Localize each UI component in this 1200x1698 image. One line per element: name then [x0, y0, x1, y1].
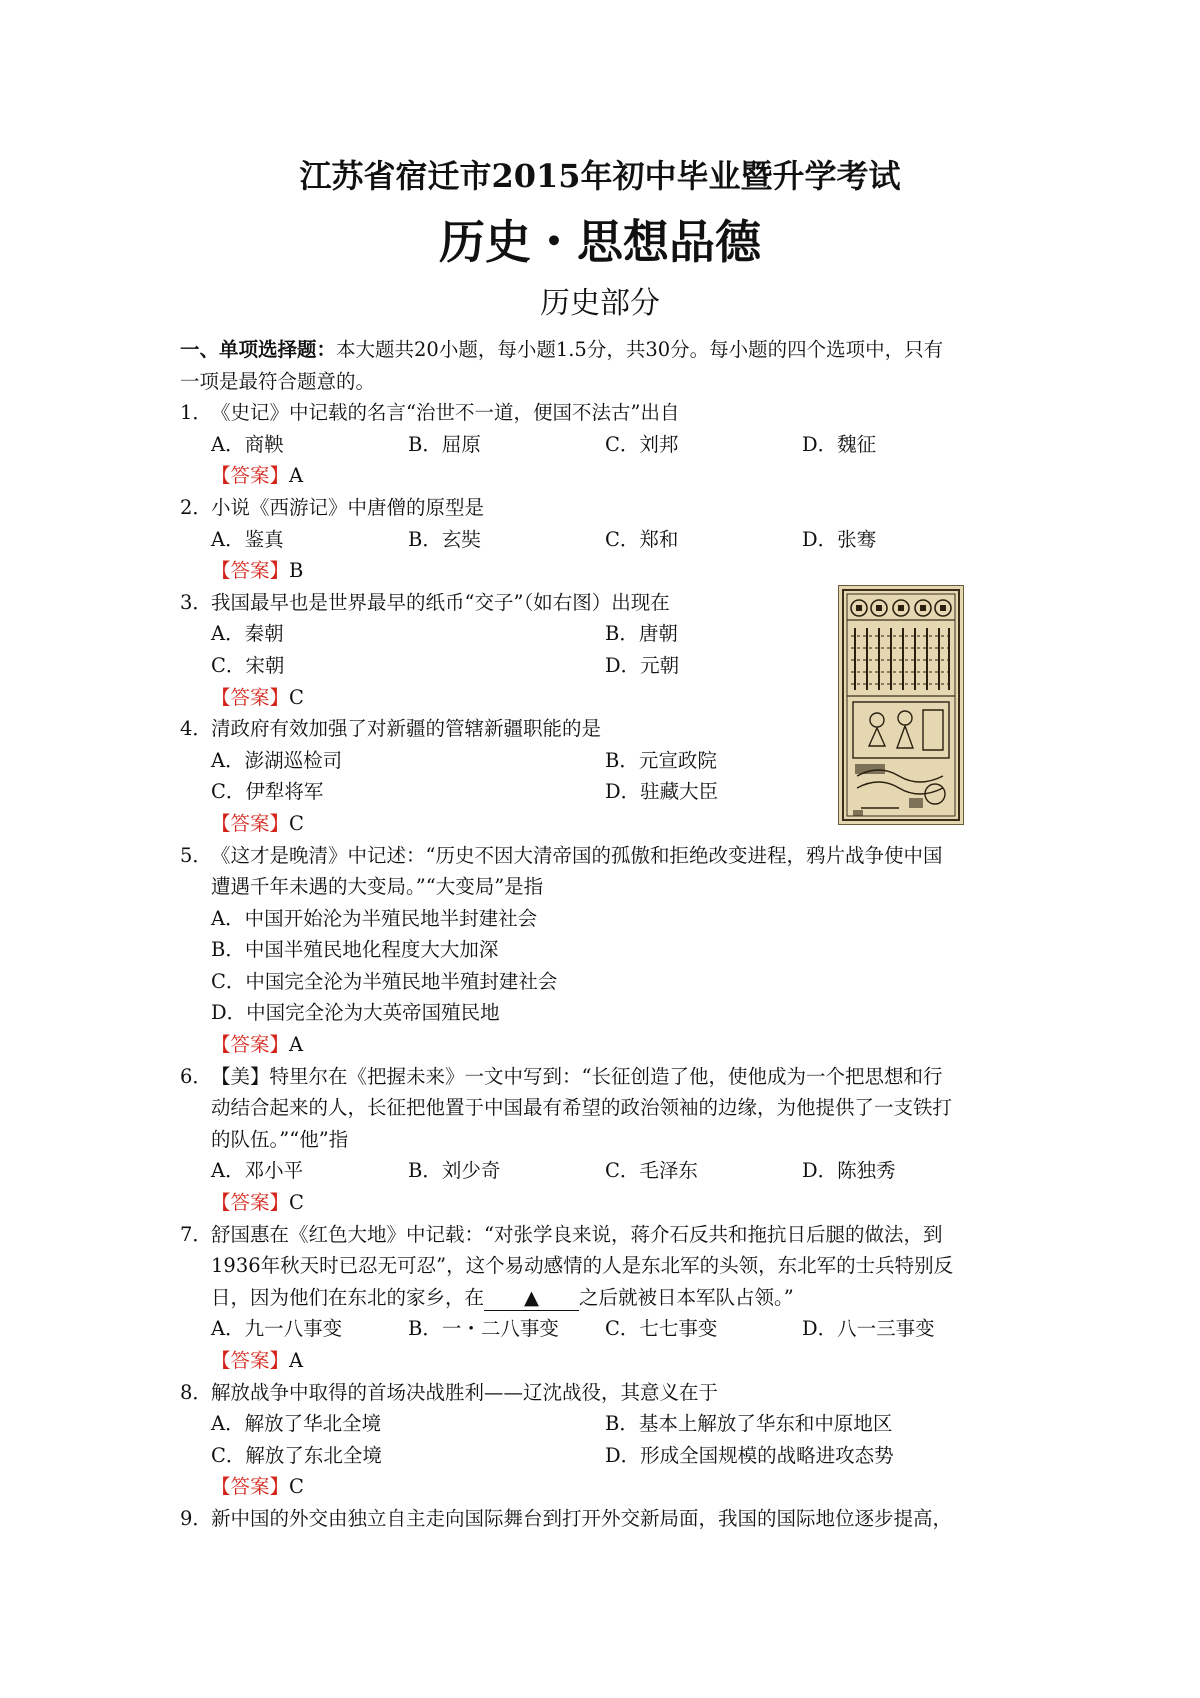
option-b: B．基本上解放了华东和中原地区 [605, 1412, 893, 1436]
question-text-cont: 遭遇千年未遇的大变局。”“大变局”是指 [211, 875, 544, 899]
option-d: D．形成全国规模的战略进攻态势 [605, 1443, 894, 1467]
answer-tag: 【答案】 [211, 1033, 290, 1057]
answer-value: C [289, 811, 304, 835]
answer-line [180, 555, 1040, 587]
answer-tag: 【答案】 [211, 1349, 290, 1372]
option-b: B．中国半殖民地化程度大大加深 [211, 938, 499, 962]
options-row [180, 429, 1040, 461]
question-text: 【美】特里尔在《把握未来》一文中写到：“长征创造了他，使他成为一个把思想和行 [211, 1064, 943, 1088]
question-number: 5． [180, 843, 212, 867]
answer-line [180, 1471, 1040, 1503]
question-number: 4． [180, 717, 212, 741]
option-c: C．伊犁将军 [211, 780, 324, 804]
question-text-cont: 1936年秋天时已忍无可忍”，这个易动感情的人是东北军的头领，东北军的士兵特别反 [211, 1254, 954, 1278]
question-7 [180, 1219, 1040, 1251]
question-text-before-blank: 日，因为他们在东北的家乡，在 [211, 1285, 485, 1309]
answer-value: C [289, 1475, 304, 1499]
question-number: 2． [180, 495, 212, 519]
option-c: C．郑和 [605, 527, 679, 551]
options-row [180, 524, 1040, 556]
question-text: 解放战争中取得的首场决战胜利——辽沈战役，其意义在于 [211, 1380, 719, 1404]
option-d: D．陈独秀 [802, 1159, 896, 1183]
answer-value: B [289, 559, 304, 583]
option-c: C．解放了东北全境 [211, 1443, 382, 1467]
answer-tag: 【答案】 [211, 685, 290, 709]
section-description-cont: 一项是最符合题意的。 [180, 369, 376, 393]
option-b: B．刘少奇 [408, 1159, 501, 1183]
option-d: D．驻藏大臣 [605, 780, 719, 804]
answer-line [180, 460, 1040, 492]
answer-value: A [289, 1349, 304, 1372]
option-d: D．元朝 [605, 653, 680, 677]
question-number: 7． [180, 1222, 212, 1246]
question-text-cont: 的队伍。”“他”指 [211, 1127, 349, 1151]
options-row [180, 1408, 1040, 1440]
section-heading: 一、单项选择题： [180, 338, 337, 361]
exam-content [180, 334, 1040, 1535]
answer-line [180, 1187, 1040, 1219]
question-text: 《史记》中记载的名言“治世不一道，便国不法古”出自 [211, 401, 680, 425]
question-text: 《这才是晚清》中记述：“历史不因大清帝国的孤傲和拒绝改变进程，鸦片战争使中国 [211, 843, 943, 867]
question-number: 1． [180, 401, 212, 425]
option-c: C．宋朝 [211, 653, 285, 677]
question-number: 3． [180, 590, 212, 614]
option-c: C．中国完全沦为半殖民地半殖封建社会 [211, 969, 558, 993]
answer-tag: 【答案】 [211, 811, 290, 835]
question-5 [180, 840, 1040, 872]
banknote-illustration [839, 586, 963, 824]
question-text: 清政府有效加强了对新疆的管辖新疆职能的是 [211, 717, 602, 741]
question-number: 6． [180, 1064, 212, 1088]
answer-line [180, 1345, 1040, 1377]
option-a: A．商鞅 [211, 432, 284, 456]
answer-value: A [289, 464, 304, 488]
answer-line [180, 1029, 1040, 1061]
question-text-cont [180, 1282, 1040, 1314]
question-6 [180, 1061, 1040, 1093]
option-b: B．玄奘 [408, 527, 481, 551]
option-a: A．澎湖巡检司 [211, 748, 343, 772]
jiaozi-banknote-image [838, 585, 964, 825]
answer-tag: 【答案】 [211, 1191, 290, 1215]
option-c: C．七七事变 [605, 1317, 718, 1341]
option-a: A．中国开始沦为半殖民地半封建社会 [211, 906, 538, 930]
option-d: D．张骞 [802, 527, 877, 551]
exam-title: 江苏省宿迁市2015年初中毕业暨升学考试 [299, 157, 901, 195]
section-intro [180, 334, 1040, 366]
option-b: B．唐朝 [605, 622, 678, 646]
answer-value: A [289, 1033, 304, 1057]
options-row [180, 1313, 1040, 1345]
section-description: 本大题共20小题，每小题1.5分，共30分。每小题的四个选项中，只有 [336, 338, 944, 361]
option-a: A．鉴真 [211, 527, 284, 551]
question-text: 我国最早也是世界最早的纸币“交子”（如右图）出现在 [211, 590, 670, 614]
question-text: 小说《西游记》中唐僧的原型是 [211, 495, 485, 519]
question-1 [180, 397, 1040, 429]
option-a: A．九一八事变 [211, 1317, 343, 1341]
option-d: D．八一三事变 [802, 1317, 935, 1341]
question-number: 8． [180, 1380, 212, 1404]
question-9 [180, 1503, 1040, 1535]
option-a: A．秦朝 [211, 622, 284, 646]
question-text-after-blank: 之后就被日本军队占领。” [579, 1285, 794, 1309]
part-title: 历史部分 [540, 286, 660, 321]
option-b: B．元宣政院 [605, 748, 717, 772]
option-b: B．屈原 [408, 432, 481, 456]
option-c: C．毛泽东 [605, 1159, 698, 1183]
triangle-mark-icon: ▲ [524, 1285, 540, 1309]
question-2 [180, 492, 1040, 524]
subject-title: 历史・思想品德 [439, 215, 761, 269]
question-8 [180, 1377, 1040, 1409]
option-d: D．魏征 [802, 432, 877, 456]
answer-tag: 【答案】 [211, 559, 290, 583]
answer-tag: 【答案】 [211, 1475, 290, 1499]
options-row [180, 1440, 1040, 1472]
option-c: C．刘邦 [605, 432, 679, 456]
question-text: 舒国惠在《红色大地》中记载：“对张学良来说，蒋介石反共和拖抗日后腿的做法，到 [211, 1222, 943, 1246]
answer-value: C [289, 685, 304, 709]
option-a: A．邓小平 [211, 1159, 304, 1183]
option-a: A．解放了华北全境 [211, 1412, 382, 1436]
option-d: D．中国完全沦为大英帝国殖民地 [211, 1001, 500, 1025]
question-number: 9． [180, 1506, 212, 1530]
option-b: B．一・二八事变 [408, 1317, 559, 1341]
question-text: 新中国的外交由独立自主走向国际舞台到打开外交新局面，我国的国际地位逐步提高， [211, 1506, 953, 1530]
options-row [180, 1155, 1040, 1187]
fill-blank [484, 1286, 579, 1311]
answer-tag: 【答案】 [211, 464, 290, 488]
answer-value: C [289, 1191, 304, 1215]
question-text-cont: 动结合起来的人，长征把他置于中国最有希望的政治领袖的边缘，为他提供了一支铁打 [211, 1096, 953, 1120]
